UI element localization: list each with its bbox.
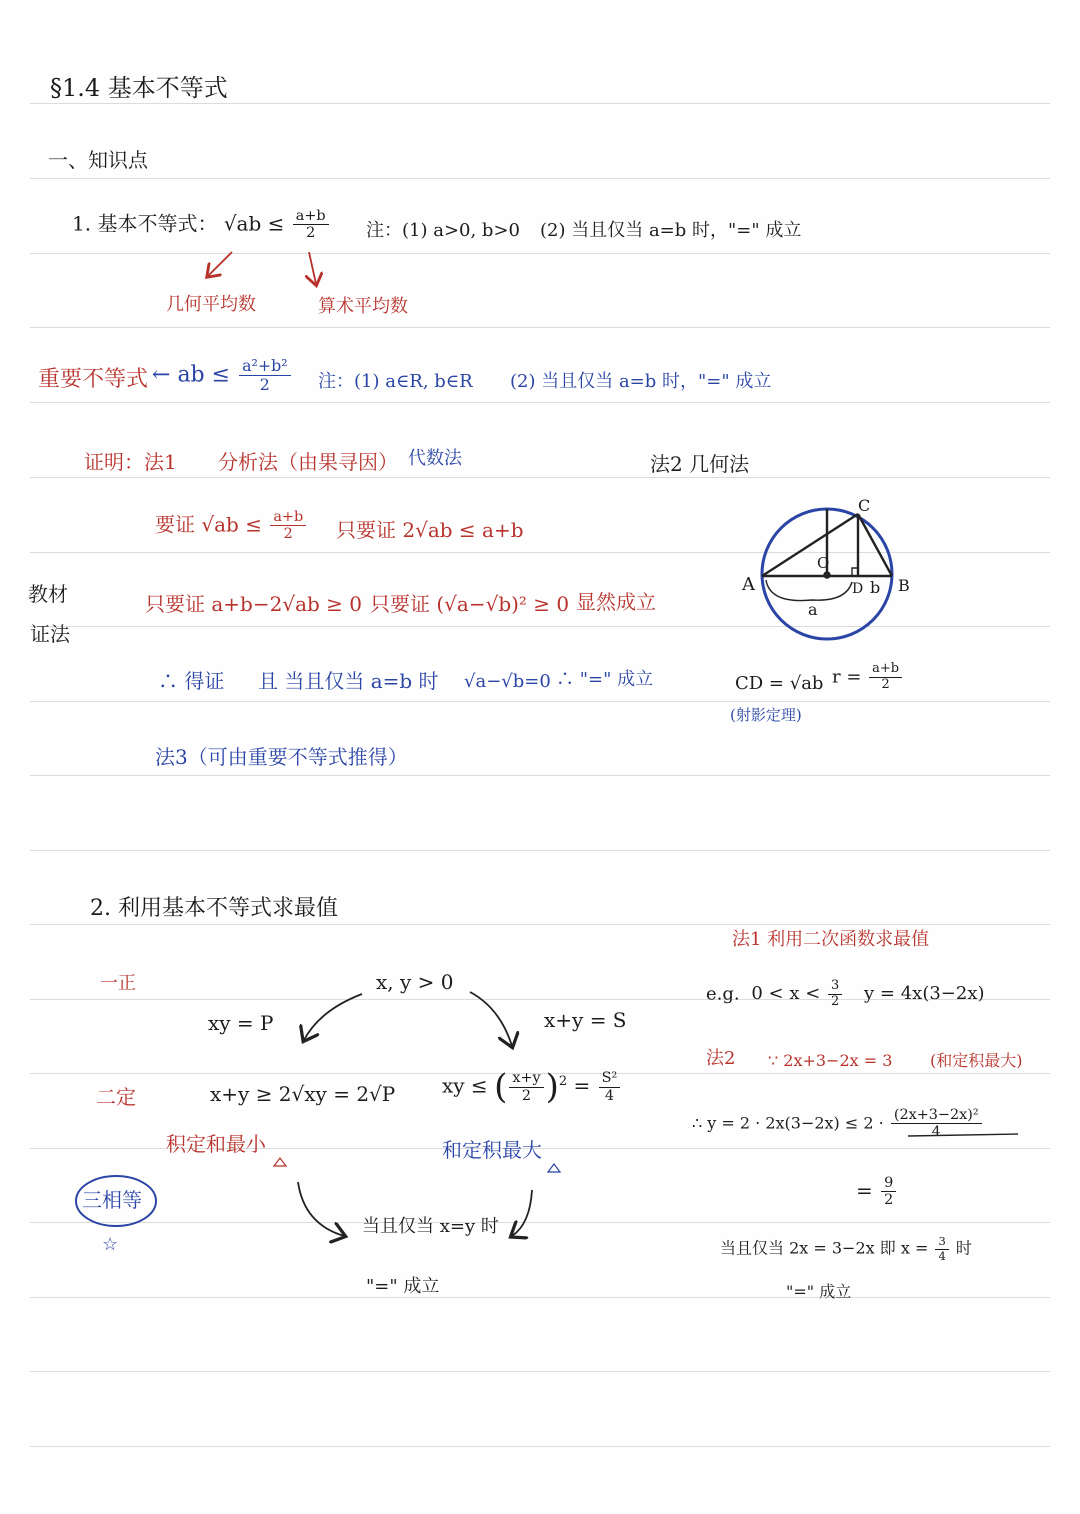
method2-when-tail: 时 [955,1238,972,1258]
method2-fraction [891,1108,982,1140]
basic-inequality-row [72,209,331,241]
when-equal: 当且仅当 x=y 时 [362,1216,499,1237]
ruled-line [30,1446,1050,1447]
fraction-denominator: 2 [259,374,270,394]
basic-inequality-left: √ab ≤ [223,211,285,236]
ruled-line [30,1371,1050,1372]
section1-heading: 一、知识点 [48,148,148,172]
method2-because: ∵ 2x+3−2x = 3 [768,1051,893,1070]
method2-note: (和定积最大) [930,1051,1023,1070]
textbook-label: 教材 [28,582,68,606]
proof-method1-label: 证明：法1 [84,450,177,474]
proof-step1 [155,510,308,542]
sum-inequality: x+y ≥ 2√xy = 2√P [210,1082,396,1106]
proof-method1-name: 分析法（由果寻因） [218,450,398,474]
fraction-denominator: 2 [831,993,840,1009]
important-inequality-label: 重要不等式 [38,367,149,392]
arrow-to-xy-p [304,994,362,1040]
basic-inequality-label: 1. 基本不等式： [72,211,218,236]
important-inequality-formula [152,358,293,393]
fraction-numerator: a²+b² [239,358,291,376]
basic-inequality-fraction [293,209,329,241]
geometric-mean-label: 几何平均数 [166,294,256,315]
basic-inequality-note1: 注：(1) a>0, b>0 [366,220,520,241]
method2-therefore-left: ∴ y = 2 · 2x(3−2x) ≤ 2 · [692,1113,884,1133]
star-icon: ☆ [102,1234,119,1255]
fraction-denominator: 2 [884,1192,894,1209]
method2-when [720,1236,972,1262]
method2-value [856,1176,898,1208]
product-fixed-sum-min: 积定和最小 [166,1132,266,1156]
fraction-denominator: 4 [931,1124,941,1141]
fraction-numerator: 3 [935,1236,948,1250]
method2-therefore [692,1108,984,1140]
ruled-line [30,402,1050,403]
proof-method2-label: 法2 几何法 [650,452,750,476]
example-condition-fraction [828,980,842,1009]
ruled-line [30,477,1050,478]
fraction-numerator: S² [599,1071,621,1087]
fraction-denominator: 2 [306,225,316,242]
segment-b-label: b [870,578,881,597]
ruled-line [30,552,1050,553]
point-d-label: D [852,581,864,597]
proof-conclude: ∴ 得证 [158,669,225,693]
radius-left: r = [832,666,862,688]
ruled-line [30,775,1050,776]
proof-method3: 法3（可由重要不等式推得） [155,745,408,769]
proof-step2: 只要证 2√ab ≤ a+b [336,518,524,542]
rule-three-equal: 三相等 [82,1188,142,1212]
ruled-line [30,924,1050,925]
fraction-denominator: 4 [604,1087,615,1104]
arrow-to-arithmetic-mean [309,252,316,284]
example-condition-left: 0 < x < [751,983,821,1005]
segment-a-label: a [808,600,818,619]
method2-when-fraction [935,1236,948,1262]
ruled-line [30,701,1050,702]
section2-heading: 2. 利用基本不等式求最值 [90,896,338,921]
proof-equal-condition: 且 当且仅当 a=b 时 [258,669,439,693]
xy-equals-p: xy = P [208,1011,274,1035]
fraction-denominator: 4 [938,1248,946,1263]
fraction-denominator: 2 [881,676,890,692]
proof-step4: 只要证 (√a−√b)² ≥ 0 [370,592,570,616]
ruled-line [30,103,1050,104]
example-function: y = 4x(3−2x) [864,983,985,1005]
product-result-fraction [599,1071,621,1103]
x-plus-y-equals-s: x+y = S [544,1008,627,1032]
textbook-proof-label: 证法 [30,622,70,646]
proof-algebra-label: 代数法 [408,448,462,469]
point-b-label: B [898,576,910,595]
radius-formula [832,663,904,692]
projection-theorem: (射影定理) [730,706,802,724]
radius-fraction [869,663,902,692]
point-o-label: O [817,554,830,572]
fraction-numerator: (2x+3−2x)² [891,1108,982,1124]
example-row [706,980,985,1009]
xy-positive: x, y > 0 [376,970,454,994]
fraction-numerator: 9 [881,1176,896,1192]
proof-step1-label: 要证 [155,512,195,537]
arrow-max-to-equal [512,1190,532,1236]
important-inequality-fraction [239,358,291,393]
method2-equals: = [856,1178,873,1203]
method1-quadratic: 法1 利用二次函数求最值 [732,929,930,950]
ruled-line [30,626,1050,627]
point-a-label: A [742,574,755,595]
method2-value-fraction [881,1176,896,1208]
ruled-line [30,178,1050,179]
arrow-to-geometric-mean [208,252,232,276]
important-inequality-left: ab ≤ [177,362,231,388]
arrow-min-to-equal [298,1182,344,1236]
example-label: e.g. [706,983,740,1005]
product-inequality [442,1067,622,1107]
ruled-line [30,1297,1050,1298]
left-arrow-icon: ← [152,362,171,388]
arrow-to-x-plus-y-s [470,992,512,1046]
point-c-label: C [858,496,871,515]
fraction-denominator: 2 [521,1087,532,1104]
ruled-line [30,850,1050,851]
arithmetic-mean-label: 算术平均数 [318,296,408,317]
square-exponent: 2 [558,1073,568,1089]
ruled-line [30,253,1050,254]
proof-step1-left: √ab ≤ [201,512,262,537]
important-inequality-note1: 注：(1) a∈R, b∈R [318,371,473,392]
equality-holds: "=" 成立 [366,1276,440,1297]
fraction-numerator: a+b [869,663,902,678]
method2-label: 法2 [706,1048,736,1069]
fraction-denominator: 2 [283,526,293,543]
sum-fixed-product-max: 和定积最大 [442,1138,542,1162]
fraction-numerator: a+b [270,510,306,526]
fraction-numerator: 3 [828,980,842,995]
page-title: §1.4 基本不等式 [50,74,228,102]
cd-equals: CD = √ab [735,673,824,694]
method2-holds: "=" 成立 [786,1282,852,1301]
important-inequality-note2: (2) 当且仅当 a=b 时，"=" 成立 [510,371,772,392]
proof-step3: 只要证 a+b−2√ab ≥ 0 [145,592,362,616]
product-equals: = [573,1073,591,1098]
semicircle-diagram [762,509,892,639]
rule-positive: 一正 [100,973,136,994]
rule-fixed: 二定 [96,1085,136,1109]
product-inequality-left: xy ≤ [442,1073,488,1098]
basic-inequality-note2: (2) 当且仅当 a=b 时，"=" 成立 [540,220,802,241]
proof-equal-condition2: √a−√b=0 [464,671,551,692]
proof-equal-holds: ∴ "=" 成立 [556,669,654,690]
proof-step1-fraction [270,510,306,542]
method2-when-text: 当且仅当 2x = 3−2x 即 x = [720,1238,929,1258]
fraction-numerator: a+b [293,209,329,225]
fraction-numerator: x+y [509,1071,543,1087]
ruled-line [30,1222,1050,1223]
right-paren: ) [545,1067,559,1107]
product-inner-fraction [509,1071,543,1103]
ruled-line [30,327,1050,328]
proof-obvious: 显然成立 [576,590,656,614]
left-paren: ( [494,1067,508,1107]
